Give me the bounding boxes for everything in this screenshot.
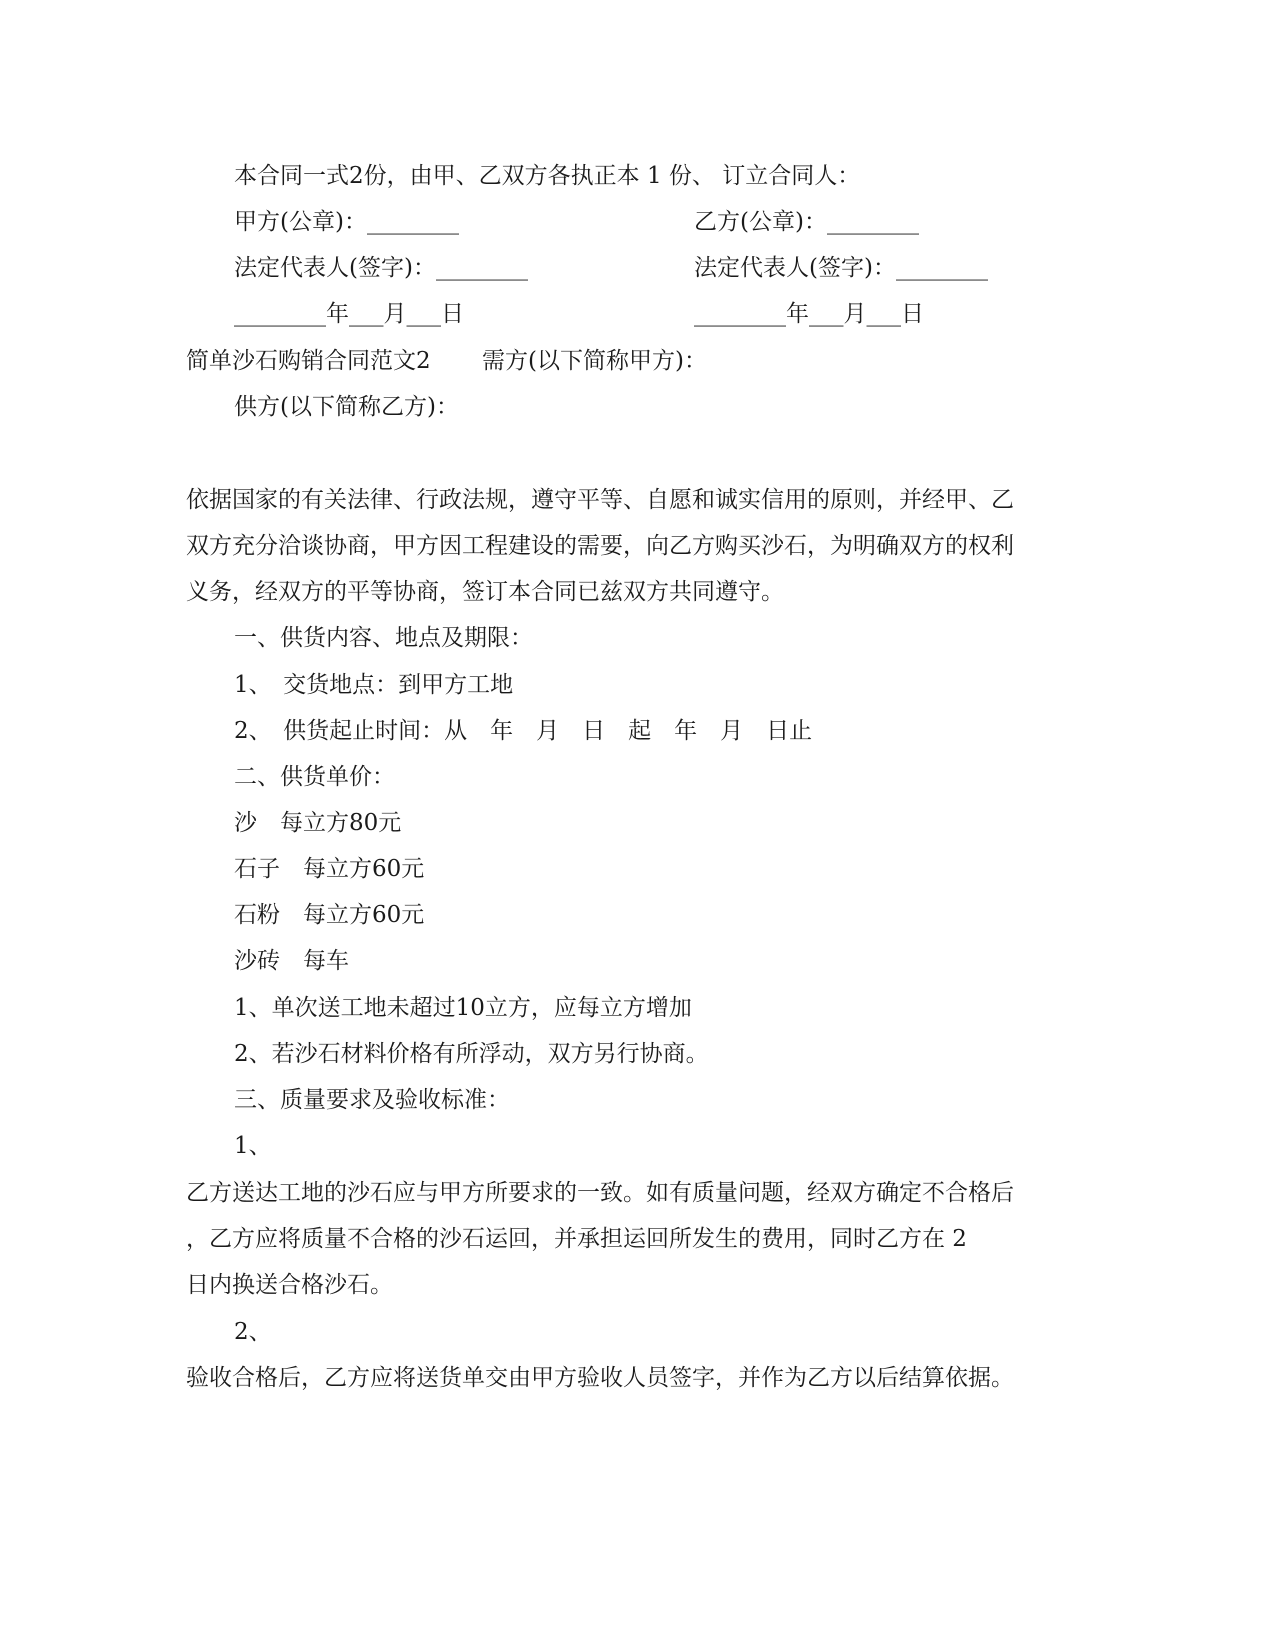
preamble-line: 双方充分洽谈协商，甲方因工程建设的需要，向乙方购买沙石，为明确双方的权利 xyxy=(186,533,1014,559)
section-3-item-2-number: 2、 xyxy=(234,1319,272,1345)
closing-line: 本合同一式2份，由甲、乙双方各执正本 1 份、 订立合同人： xyxy=(234,163,861,189)
section-3-item-2-text: 验收合格后，乙方应将送货单交由甲方验收人员签字，并作为乙方以后结算依据。 xyxy=(186,1365,1014,1391)
price-sand: 沙 每立方80元 xyxy=(234,810,402,836)
party-b-representative: 法定代表人(签字)：________ xyxy=(694,255,988,281)
party-a-representative: 法定代表人(签字)：________ xyxy=(234,255,528,281)
price-powder: 石粉 每立方60元 xyxy=(234,902,425,928)
document-title: 简单沙石购销合同范文2 xyxy=(186,348,431,374)
section-2-heading: 二、供货单价： xyxy=(234,764,395,790)
party-a-seal: 甲方(公章)：________ xyxy=(234,209,459,235)
section-3-item-1-text: 乙方送达工地的沙石应与甲方所要求的一致。如有质量问题，经双方确定不合格后 xyxy=(186,1180,1014,1206)
preamble-line: 义务，经双方的平等协商，签订本合同已兹双方共同遵守。 xyxy=(186,579,784,605)
section-2-note-2: 2、若沙石材料价格有所浮动，双方另行协商。 xyxy=(234,1041,709,1067)
section-3-item-1-number: 1、 xyxy=(234,1133,272,1159)
section-1-item-1: 1、 交货地点：到甲方工地 xyxy=(234,672,514,698)
price-brick: 沙砖 每车 xyxy=(234,948,349,974)
price-stone: 石子 每立方60元 xyxy=(234,856,425,882)
supplier-line: 供方(以下简称乙方)： xyxy=(234,394,459,420)
section-3-heading: 三、质量要求及验收标准： xyxy=(234,1087,510,1113)
section-2-note-1: 1、单次送工地未超过10立方，应每立方增加 xyxy=(234,995,692,1021)
buyer-line: 需方(以下简称甲方)： xyxy=(482,348,707,374)
preamble-line: 依据国家的有关法律、行政法规，遵守平等、自愿和诚实信用的原则，并经甲、乙 xyxy=(186,487,1014,513)
party-b-seal: 乙方(公章)：________ xyxy=(694,209,919,235)
section-1-heading: 一、供货内容、地点及期限： xyxy=(234,625,533,651)
section-1-item-2: 2、 供货起止时间：从 年 月 日 起 年 月 日止 xyxy=(234,718,813,744)
party-b-date: ________年___月___日 xyxy=(694,301,924,327)
party-a-date: ________年___月___日 xyxy=(234,301,464,327)
section-3-item-1-text: ，乙方应将质量不合格的沙石运回，并承担运回所发生的费用，同时乙方在 2 xyxy=(186,1226,967,1252)
section-3-item-1-text: 日内换送合格沙石。 xyxy=(186,1272,393,1298)
